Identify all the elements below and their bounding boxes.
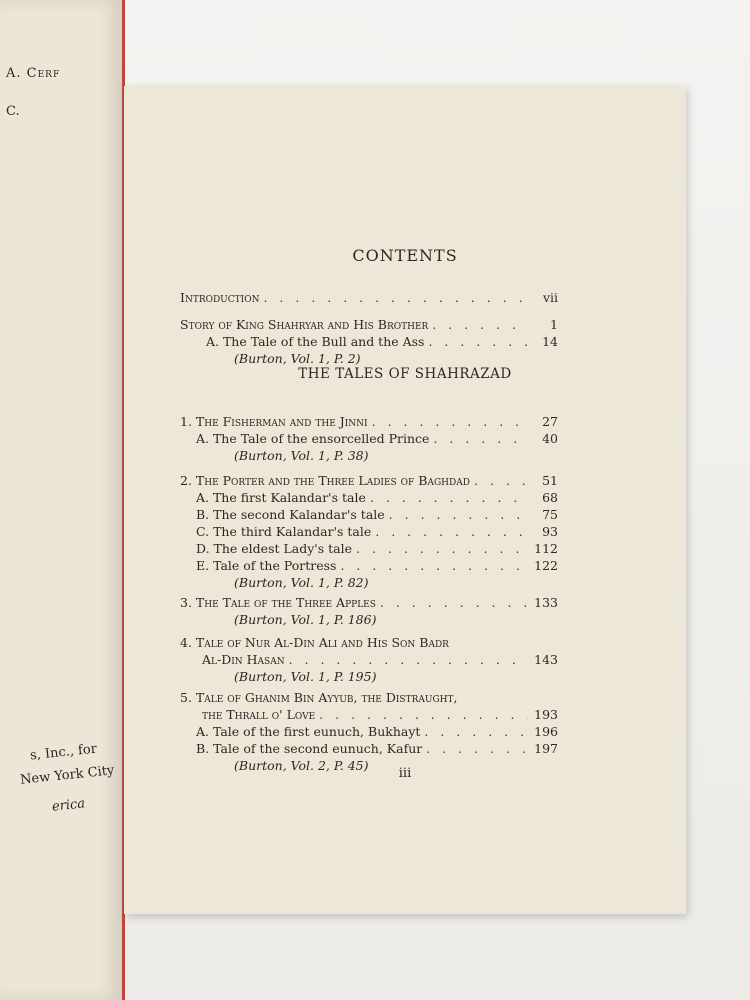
leader-dots	[356, 540, 528, 557]
citation: (Burton, Vol. 1, P. 38)	[234, 448, 369, 463]
tale-entry	[180, 472, 558, 591]
toc-entry	[180, 523, 558, 540]
left-page-fragment: A. Cerf	[6, 66, 61, 81]
leader-dots	[432, 316, 528, 333]
toc-entry	[180, 540, 558, 557]
page-title: CONTENTS	[352, 246, 458, 265]
leader-dots	[424, 723, 528, 740]
toc-entry-title: Introduction	[180, 290, 260, 305]
toc-entry	[180, 651, 558, 668]
leader-dots	[389, 506, 528, 523]
toc-entry-title: 5. Tale of Ghanim Bin Ayyub, the Distraught,	[180, 690, 458, 705]
tale-entry	[180, 634, 558, 685]
leader-dots	[340, 557, 528, 574]
toc-entry-title: C. The third Kalandar's tale	[196, 524, 372, 539]
citation: (Burton, Vol. 2, P. 45)	[234, 758, 369, 773]
toc-entry-page: 122	[534, 558, 558, 573]
toc-entry	[180, 489, 558, 506]
citation: (Burton, Vol. 1, P. 186)	[234, 612, 377, 627]
toc-entry-title: A. The Tale of the Bull and the Ass	[206, 334, 425, 349]
toc-entry-page: 40	[542, 431, 558, 446]
toc-entry	[180, 689, 558, 706]
toc-entry	[180, 506, 558, 523]
toc-entry-page: 93	[542, 524, 558, 539]
toc-entry-title: 2. The Porter and the Three Ladies of Baghdad	[180, 473, 470, 488]
leader-dots	[433, 430, 528, 447]
toc-entry-page: 1	[550, 317, 558, 332]
left-page-fragment: C.	[6, 104, 20, 119]
toc-entry	[180, 472, 558, 489]
toc-entry-page: 196	[534, 724, 558, 739]
toc-entry	[180, 430, 558, 447]
toc-entry	[180, 723, 558, 740]
toc-entry-title: Story of King Shahryar and His Brother	[180, 317, 429, 332]
leader-dots	[372, 413, 528, 430]
leader-dots	[474, 472, 528, 489]
toc-entry	[180, 413, 558, 430]
toc-entry-title: 4. Tale of Nur Al-Din Ali and His Son Badr	[180, 635, 449, 650]
toc-entry-title: B. The second Kalandar's tale	[196, 507, 385, 522]
contents-page	[124, 86, 686, 914]
leader-dots	[426, 740, 528, 757]
toc-entry	[180, 316, 558, 333]
toc-entry-title: 1. The Fisherman and the Jinni	[180, 414, 368, 429]
citation: (Burton, Vol. 1, P. 2)	[234, 351, 361, 366]
toc-entry	[180, 333, 558, 350]
leader-dots	[375, 523, 528, 540]
toc-entry-page: 75	[542, 507, 558, 522]
front-matter-list	[180, 289, 558, 367]
toc-entry-page: 27	[542, 414, 558, 429]
left-page	[0, 0, 125, 1000]
section-title: THE TALES OF SHAHRAZAD	[298, 366, 512, 382]
toc-entry-page: vii	[542, 290, 558, 305]
citation: (Burton, Vol. 1, P. 82)	[234, 575, 369, 590]
toc-entry-title: B. Tale of the second eunuch, Kafur	[196, 741, 423, 756]
toc-entry-title: E. Tale of the Portress	[196, 558, 337, 573]
toc-entry-page: 133	[534, 595, 558, 610]
toc-entry-page: 14	[542, 334, 558, 349]
left-page-fragment: s, Inc., for	[29, 741, 98, 764]
toc-entry-page: 193	[534, 707, 558, 722]
toc-entry-page: 51	[542, 473, 558, 488]
toc-entry-title: A. Tale of the first eunuch, Bukhayt	[196, 724, 421, 739]
toc-entry-page: 197	[534, 741, 558, 756]
toc-entry-title-continued: the Thrall o' Love	[202, 707, 316, 722]
citation: (Burton, Vol. 1, P. 195)	[234, 669, 377, 684]
toc-entry-title: 3. The Tale of the Three Apples	[180, 595, 376, 610]
leader-dots	[380, 594, 528, 611]
leader-dots	[319, 706, 528, 723]
toc-entry	[180, 706, 558, 723]
toc-entry-page: 68	[542, 490, 558, 505]
toc-entry-title: D. The eldest Lady's tale	[196, 541, 352, 556]
toc-entry-title: A. The Tale of the ensorcelled Prince	[196, 431, 430, 446]
page-number: iii	[398, 766, 412, 781]
toc-entry	[180, 289, 558, 306]
toc-entry	[180, 594, 558, 611]
tale-entry	[180, 413, 558, 464]
toc-entry-title-continued: Al-Din Hasan	[202, 652, 285, 667]
tale-entry	[180, 594, 558, 628]
toc-entry-title: A. The first Kalandar's tale	[196, 490, 366, 505]
toc-entry-page: 143	[534, 652, 558, 667]
toc-entry	[180, 740, 558, 757]
left-page-fragment: erica	[51, 796, 86, 815]
leader-dots	[428, 333, 528, 350]
leader-dots	[289, 651, 528, 668]
leader-dots	[263, 289, 528, 306]
toc-entry-page: 112	[534, 541, 558, 556]
toc-entry	[180, 634, 558, 651]
toc-entry	[180, 557, 558, 574]
tale-entry	[180, 689, 558, 774]
leader-dots	[370, 489, 528, 506]
left-page-fragment: New York City	[19, 763, 116, 788]
